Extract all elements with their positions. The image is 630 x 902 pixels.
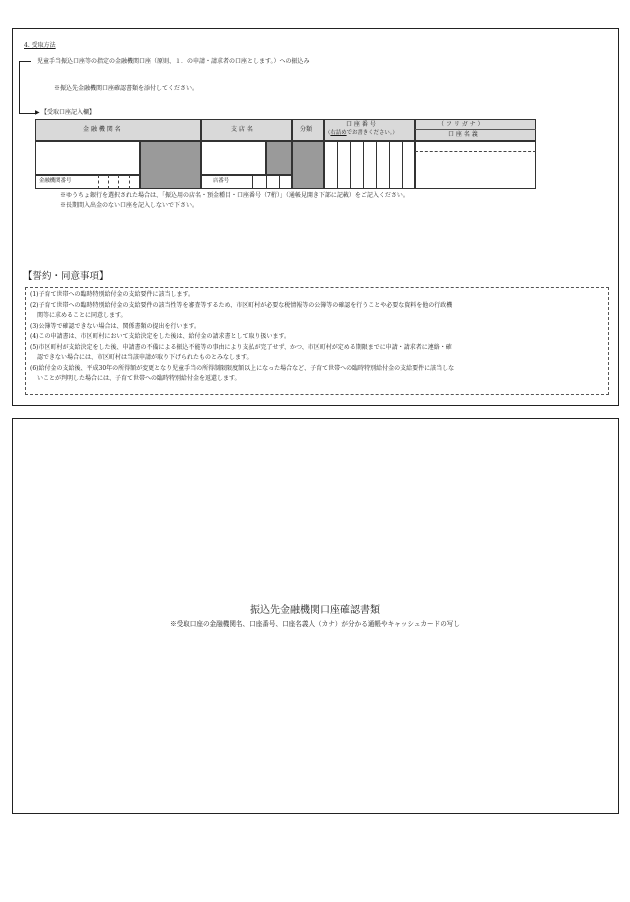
header-bank-label: 金 融 機 関 名 bbox=[83, 126, 121, 133]
pledge-line: (1)子育て世帯への臨時特別給付金の支給要件に該当します。 bbox=[30, 291, 195, 298]
header-number-note bbox=[325, 131, 398, 136]
branch-type-shaded bbox=[266, 141, 292, 175]
bank-code-div-2 bbox=[108, 175, 109, 189]
pledge-line: (5)市区町村が支給決定をした後、申請書の不備による振込不能等の事由により支払が完了せず、かつ、市区町村が定める期限までに申請・請求者に連絡・確 bbox=[30, 343, 452, 351]
pledge-line: (6)給付金の支給後、平成30年の所得額が変更となり児童手当の所得制限限度額以上になった場合など、子育て世帯への臨時特別給付金の支給要件に該当しな bbox=[30, 364, 455, 372]
section-title: 4. 受取方法 bbox=[24, 42, 56, 49]
account-table-title: 【受取口座記入欄】 bbox=[41, 109, 96, 116]
pledge-line: (2)子育て世帯への臨時特別給付金の支給要件の該当性等を審査等するため、市区町村が必要な税情報等の公簿等の確認を行うことや必要な資料を他の行政機 bbox=[30, 301, 453, 309]
branch-code-div-3 bbox=[279, 175, 280, 189]
branch-code-div-2 bbox=[266, 175, 267, 189]
number-note-open: （ bbox=[325, 130, 331, 136]
header-number-label: 口 座 番 号 bbox=[346, 121, 376, 128]
attachment-title: 振込先金融機関口座確認書類 bbox=[250, 605, 380, 616]
bracket-top bbox=[19, 61, 31, 62]
transfer-option-text: 児童手当振込口座等の指定の金融機関口座（原則、１．の申請・請求者の口座とします。）への振込み bbox=[37, 58, 310, 65]
number-note-rest: でお書きください。） bbox=[346, 130, 398, 136]
holder-header-divider bbox=[415, 129, 536, 130]
header-branch-label: 支 店 名 bbox=[231, 126, 253, 133]
number-digit-div-3 bbox=[363, 141, 364, 189]
pledge-title: 【誓約・同意事項】 bbox=[23, 271, 109, 282]
bank-code-div-1 bbox=[98, 175, 99, 189]
branch-name-field[interactable] bbox=[201, 141, 266, 175]
pledge-line: 関等に求めることに同意します。 bbox=[37, 312, 127, 319]
arrow-icon: ▶ bbox=[35, 109, 40, 116]
header-kana-label: （ フ リ ガ ナ ） bbox=[438, 121, 484, 128]
number-digit-div-2 bbox=[350, 141, 351, 189]
bank-code-div-3 bbox=[118, 175, 119, 189]
bank-type-shaded bbox=[140, 141, 201, 189]
number-digit-div-6 bbox=[402, 141, 403, 189]
bank-code-label: 金融機関番号 bbox=[39, 178, 72, 184]
pledge-line: (3)公簿等で確認できない場合は、関係書類の提出を行います。 bbox=[30, 322, 201, 330]
pledge-line: いことが判明した場合には、子育て世帯への臨時特別給付金を返還します。 bbox=[37, 375, 241, 382]
account-holder-field[interactable] bbox=[415, 141, 536, 189]
header-holder-label: 口 座 名 義 bbox=[448, 131, 478, 138]
yucho-note: ※ゆうちょ銀行を選択された場合は、「振込用の店名・預金種目・口座番号（7桁）」（通帳見開き下部に記載）をご記入ください。 bbox=[60, 192, 409, 199]
number-digit-div-4 bbox=[376, 141, 377, 189]
header-type-label: 分類 bbox=[300, 126, 313, 133]
bank-name-field[interactable] bbox=[35, 141, 140, 175]
pledge-line: (4)この申請書は、市区町村において支給決定をした後は、給付金の請求書として取り扱います。 bbox=[30, 333, 291, 340]
dormant-account-note: ※長期間入出金のない口座を記入しないで下さい。 bbox=[60, 202, 199, 209]
branch-code-div-1 bbox=[252, 175, 253, 189]
number-digit-div-5 bbox=[389, 141, 390, 189]
branch-code-label: 店番号 bbox=[213, 178, 230, 184]
number-note-right-align: 右詰め bbox=[330, 130, 347, 136]
number-digit-div-1 bbox=[337, 141, 338, 189]
pledge-line: 認できない場合には、市区町村は当該申請が取り下げられたものとみなします。 bbox=[37, 354, 253, 361]
bank-code-div-4 bbox=[129, 175, 130, 189]
type-shaded bbox=[292, 141, 324, 189]
attachment-panel bbox=[12, 418, 619, 814]
attach-document-note: ※振込先金融機関口座確認書類を添付してください。 bbox=[54, 85, 199, 92]
bracket-vertical bbox=[19, 61, 20, 113]
holder-kana-divider bbox=[415, 151, 536, 152]
attachment-subtitle: ※受取口座の金融機関名、口座番号、口座名義人（カナ）が分かる通帳やキャッシュカードの写し bbox=[170, 620, 460, 628]
account-table bbox=[35, 119, 536, 189]
